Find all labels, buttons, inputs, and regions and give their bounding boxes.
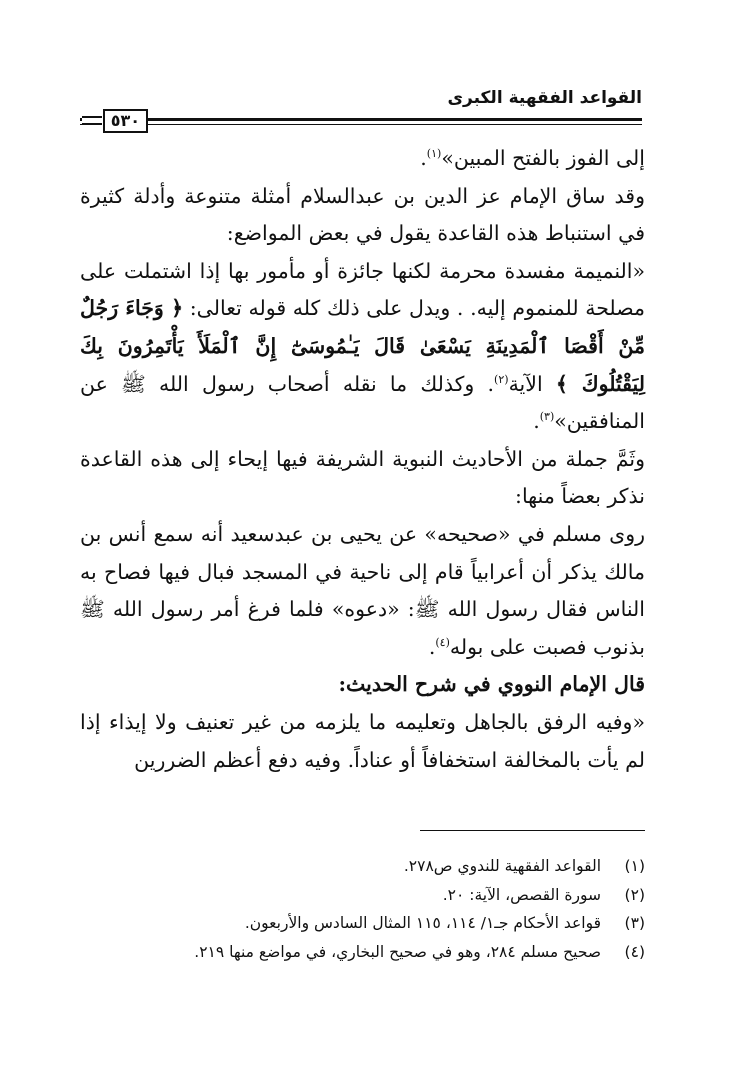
- paragraph-7: «وفيه الرفق بالجاهل وتعليمه ما يلزمه من غير تعنيف ولا إيذاء إذا لم يأت بالمخالفة استخفافاً أو عناداً. وفيه دفع أعظم الضررين: [80, 709, 645, 772]
- quran-verse: ﴿ وَجَاءَ رَجُلٌ مِّنْ أَقْصَا ٱلْمَدِينَةِ يَسْعَىٰ قَالَ يَـٰمُوسَىٰٓ إِنَّ ٱلْمَلَأَ يَأْتَمِرُونَ بِكَ لِيَقْتُلُوكَ ﴾: [80, 296, 645, 396]
- verse-label: الآية: [508, 371, 543, 396]
- header-rule-thin: [80, 124, 642, 125]
- footnote-item: [80, 909, 645, 938]
- paragraph-3: [80, 253, 645, 441]
- paragraph-3-text: «النميمة مفسدة محرمة لكنها جائزة أو مأمور بها إذا اشتملت على مصلحة للمنموم إليه. . ويدل على ذلك كله قوله تعالى:: [80, 258, 645, 321]
- paragraph-2: وقد ساق الإمام عز الدين بن عبدالسلام أمثلة متنوعة وأدلة كثيرة في استنباط هذه القاعدة يقول في بعض المواضع:: [80, 183, 646, 246]
- paragraph-1-text: إلى الفوز بالفتح المبين»: [441, 146, 645, 170]
- paragraph-5-end: .: [428, 634, 436, 659]
- footnote-ref-3: (٣): [539, 410, 555, 424]
- paragraph-1: [80, 140, 645, 178]
- footnote-text: القواعد الفقهية للندوي ص٢٧٨.: [403, 857, 601, 875]
- footnote-number: (١): [624, 857, 645, 875]
- paragraph-1-end: .: [420, 146, 427, 170]
- page-number: ٥٣٠: [103, 109, 148, 133]
- footnote-ref-1: (١): [426, 147, 442, 160]
- footnote-text: قواعد الأحكام جـ١/ ١١٤، ١١٥ المثال السادس والأربعون.: [244, 914, 601, 932]
- footnote-number: (٢): [624, 885, 645, 904]
- paragraph-3-end: .: [533, 409, 540, 434]
- running-title: القواعد الفقهية الكبرى: [447, 88, 642, 108]
- section-heading: قال الإمام النووي في شرح الحديث:: [338, 672, 645, 697]
- footnote-ref-2: (٢): [494, 372, 509, 386]
- footnote-number: (٣): [624, 914, 645, 932]
- main-text: [80, 140, 645, 779]
- footnote-ref-4: (٤): [435, 635, 450, 649]
- paragraph-5: [80, 516, 645, 666]
- footnote-separator: [420, 830, 645, 831]
- footnote-item: [80, 852, 645, 881]
- page-number-ornament: [82, 116, 102, 125]
- page-header: [80, 86, 642, 134]
- paragraph-4: وثَمَّ جملة من الأحاديث النبوية الشريفة فيها إيحاء إلى هذه القاعدة نذكر بعضاً منها:: [80, 446, 645, 509]
- header-rule: [80, 118, 642, 121]
- footnotes-list: [80, 852, 645, 966]
- footnote-text: سورة القصص، الآية: ٢٠.: [442, 885, 601, 904]
- footnote-text: صحيح مسلم ٢٨٤، وهو في صحيح البخاري، في مواضع منها ٢١٩.: [194, 942, 601, 961]
- paragraph-5-text: روى مسلم في «صحيحه» عن يحيى بن عبدسعيد أنه سمع أنس بن مالك يذكر أن أعرابياً قام إلى ناحية في المسجد فبال فيها فصاح به الناس فقال رسول الله ﷺ: «دعوه» فلما فرغ أمر رسول الله ﷺ بذنوب فصبت على بوله: [80, 521, 645, 659]
- footnote-number: (٤): [624, 942, 645, 961]
- footnote-item: [80, 881, 645, 910]
- footnote-item: [80, 938, 645, 967]
- page-number-frame: [82, 108, 148, 134]
- paragraph-3-continuation: . وكذلك ما نقله أصحاب رسول الله ﷺ عن المنافقين»: [80, 371, 645, 434]
